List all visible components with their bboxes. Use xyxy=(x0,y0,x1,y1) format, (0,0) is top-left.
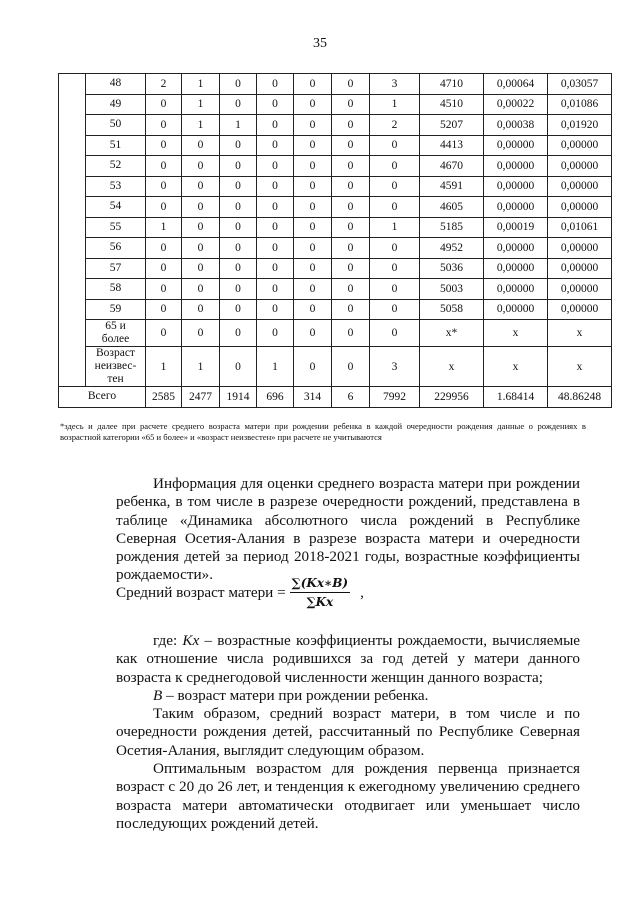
paragraph-summary: Таким образом, средний возраст матери, в том числе и по очередности рождения детей, рассчитанный по Республике Северная Осетия-Алания, выглядит следующим образом. xyxy=(116,705,580,759)
paragraph-info: Информация для оценки среднего возраста матери при рождении ребенка, в том числе в разрезе очередности рождений, представлена в таблице «Динамика абсолютного числа рождений в Республике Северная Осетия-Алания в разрезе возраста матери и очередности рождения детей за период 2018-2021 годы, возрастные коэффициенты рождаемости». xyxy=(116,475,580,584)
table-cell: 0,00000 xyxy=(484,135,548,156)
row-label-cell: Возраст неизвес- тен xyxy=(86,347,146,387)
table-cell: 0 xyxy=(257,238,294,259)
table-cell: 0 xyxy=(370,197,420,218)
table-cell: 0 xyxy=(332,135,370,156)
table-row xyxy=(59,258,612,279)
table-cell: 0 xyxy=(294,135,332,156)
table-cell: 0,00000 xyxy=(484,299,548,320)
table-cell: 1 xyxy=(146,347,182,387)
table-cell: 0 xyxy=(257,135,294,156)
table-cell: 0,00019 xyxy=(484,217,548,238)
table-row xyxy=(59,217,612,238)
table-cell: 1914 xyxy=(220,387,257,408)
table-cell: 0 xyxy=(370,238,420,259)
table-cell: 4413 xyxy=(420,135,484,156)
table-cell: 0 xyxy=(370,156,420,177)
table-cell: 0 xyxy=(332,217,370,238)
table-cell: 0 xyxy=(332,320,370,347)
row-label-cell: 52 xyxy=(86,156,146,177)
formula-fraction xyxy=(290,576,350,609)
footnote: *здесь и далее при расчете среднего возраста матери при рождении ребенка в каждой очередности рождения данные о рождениях в возрастной категории «65 и более» и «возраст неизвестен» при расчете не учитываются xyxy=(60,421,586,442)
table-cell: 0,01086 xyxy=(548,94,612,115)
row-label-cell: Всего xyxy=(59,387,146,408)
table-cell: 0 xyxy=(294,156,332,177)
definition-kx xyxy=(116,632,580,687)
table-cell: 0 xyxy=(182,217,220,238)
table-cell: 0 xyxy=(257,74,294,95)
table-row xyxy=(59,279,612,300)
formula-numerator: ∑(Kx∗B) xyxy=(290,576,350,593)
table-cell: 4591 xyxy=(420,176,484,197)
table-cell: х* xyxy=(420,320,484,347)
table-cell: 0 xyxy=(257,299,294,320)
table-cell: 0 xyxy=(220,74,257,95)
row-label-cell: 59 xyxy=(86,299,146,320)
table-cell: х xyxy=(484,347,548,387)
table-cell: 0 xyxy=(294,217,332,238)
table-cell: 0 xyxy=(332,156,370,177)
table-row xyxy=(59,115,612,136)
table-cell: 0 xyxy=(332,94,370,115)
row-label-cell: 65 и более xyxy=(86,320,146,347)
table-row xyxy=(59,347,612,387)
table-row xyxy=(59,176,612,197)
page-number: 35 xyxy=(313,36,327,51)
table-row xyxy=(59,74,612,95)
table-cell: 0 xyxy=(332,279,370,300)
table-cell: 0,00038 xyxy=(484,115,548,136)
table-cell: 0 xyxy=(220,238,257,259)
def-b-symbol: В xyxy=(153,687,163,704)
table-cell: 0,00022 xyxy=(484,94,548,115)
table-cell: 0 xyxy=(370,279,420,300)
table-cell: 0 xyxy=(257,176,294,197)
table-cell: 1 xyxy=(182,115,220,136)
table-cell: 0 xyxy=(146,299,182,320)
table-cell: 0 xyxy=(220,94,257,115)
table-cell: 1 xyxy=(370,217,420,238)
table-cell: 0 xyxy=(294,279,332,300)
table-cell: 0,00000 xyxy=(548,176,612,197)
def-kx-text: – возрастные коэффициенты рождаемости, вычисляемые как отношение числа родившихся за год детей у матери данного возраста к среднегодовой численности женщин данного возраста; xyxy=(116,632,581,686)
table-cell: 0,00000 xyxy=(548,279,612,300)
table-cell: 0 xyxy=(294,347,332,387)
table-cell: 696 xyxy=(257,387,294,408)
birth-data-table xyxy=(58,73,612,408)
table-cell: 48.86248 xyxy=(548,387,612,408)
table-cell: 0,00000 xyxy=(484,279,548,300)
table-cell: 3 xyxy=(370,74,420,95)
table-cell: х xyxy=(484,320,548,347)
table-cell: 0,00000 xyxy=(484,156,548,177)
table-cell: 0,00000 xyxy=(484,176,548,197)
row-label-cell: 50 xyxy=(86,115,146,136)
table-cell: 0 xyxy=(146,258,182,279)
table-cell: 0 xyxy=(257,197,294,218)
table-body xyxy=(59,74,612,408)
table-cell: 1 xyxy=(182,94,220,115)
def-kx-prefix: где: xyxy=(153,632,178,649)
table-cell: 0,03057 xyxy=(548,74,612,95)
definition-b xyxy=(116,687,580,705)
row-label-cell: 53 xyxy=(86,176,146,197)
table-cell: 0 xyxy=(332,299,370,320)
table-cell: 0 xyxy=(182,320,220,347)
table-cell: 3 xyxy=(370,347,420,387)
row-label-cell: 49 xyxy=(86,94,146,115)
table-cell: 0 xyxy=(294,176,332,197)
empty-group-cell xyxy=(59,74,86,387)
formula-denominator: ∑Kx xyxy=(306,595,334,609)
table-cell: 2477 xyxy=(182,387,220,408)
table-cell: 0,01920 xyxy=(548,115,612,136)
table-cell: 5058 xyxy=(420,299,484,320)
table-cell: 0 xyxy=(257,94,294,115)
formula-comma: , xyxy=(360,583,364,601)
row-label-cell: 54 xyxy=(86,197,146,218)
table-cell: 4510 xyxy=(420,94,484,115)
table-cell: 6 xyxy=(332,387,370,408)
table-cell: 0 xyxy=(332,238,370,259)
table-cell: 0 xyxy=(257,156,294,177)
table-cell: 5003 xyxy=(420,279,484,300)
table-cell: 1 xyxy=(370,94,420,115)
table-row xyxy=(59,238,612,259)
table-cell: 0 xyxy=(294,320,332,347)
table-cell: 0 xyxy=(182,299,220,320)
table-cell: 0 xyxy=(182,135,220,156)
table-cell: 0 xyxy=(146,279,182,300)
table-cell: 0 xyxy=(370,258,420,279)
table-cell: 0 xyxy=(370,299,420,320)
table-cell: 0 xyxy=(220,279,257,300)
table-cell: 0 xyxy=(294,197,332,218)
table-cell: 0 xyxy=(182,258,220,279)
row-label-cell: 56 xyxy=(86,238,146,259)
table-cell: 4670 xyxy=(420,156,484,177)
table-cell: 2 xyxy=(370,115,420,136)
table-cell: 0 xyxy=(257,115,294,136)
table-cell: 314 xyxy=(294,387,332,408)
table-cell: х xyxy=(548,347,612,387)
row-label-cell: 55 xyxy=(86,217,146,238)
mean-age-formula xyxy=(116,576,364,609)
table-cell: 0,00000 xyxy=(548,258,612,279)
table-cell: 0 xyxy=(257,320,294,347)
table-cell: 0 xyxy=(182,279,220,300)
table-cell: 0,00000 xyxy=(548,156,612,177)
table-cell: 0 xyxy=(332,74,370,95)
table-cell: 0,01061 xyxy=(548,217,612,238)
table-cell: 0 xyxy=(146,238,182,259)
table-cell: 0 xyxy=(294,94,332,115)
table-cell: 0 xyxy=(257,279,294,300)
table-cell: 0 xyxy=(220,156,257,177)
table-cell: 0 xyxy=(294,74,332,95)
table-cell: 0,00000 xyxy=(484,197,548,218)
table-cell: 229956 xyxy=(420,387,484,408)
table-cell: 0,00000 xyxy=(484,238,548,259)
table-cell: 5207 xyxy=(420,115,484,136)
table-cell: 0 xyxy=(332,258,370,279)
table-cell: 1.68414 xyxy=(484,387,548,408)
table-cell: 0 xyxy=(294,258,332,279)
table-cell: 0 xyxy=(146,115,182,136)
table-cell: 0,00064 xyxy=(484,74,548,95)
table-cell: 7992 xyxy=(370,387,420,408)
table-cell: 1 xyxy=(220,115,257,136)
table-row xyxy=(59,94,612,115)
table-cell: 0 xyxy=(370,176,420,197)
table-cell: 1 xyxy=(182,74,220,95)
table-cell: х xyxy=(548,320,612,347)
row-label-cell: 51 xyxy=(86,135,146,156)
table-cell: 0 xyxy=(332,197,370,218)
table-row xyxy=(59,197,612,218)
table-cell: 0 xyxy=(257,217,294,238)
table-cell: 0 xyxy=(294,299,332,320)
table-cell: 0 xyxy=(220,176,257,197)
table-row xyxy=(59,156,612,177)
table-cell: 0 xyxy=(182,238,220,259)
table-cell: 0 xyxy=(220,135,257,156)
table-cell: 0 xyxy=(294,238,332,259)
formula-label: Средний возраст матери = xyxy=(116,583,286,601)
row-label-cell: 57 xyxy=(86,258,146,279)
table-cell: 2585 xyxy=(146,387,182,408)
table-cell: 0,00000 xyxy=(548,135,612,156)
table-cell: 4710 xyxy=(420,74,484,95)
row-label-cell: 48 xyxy=(86,74,146,95)
table-cell: 0 xyxy=(332,115,370,136)
table-cell: 0 xyxy=(370,320,420,347)
table-cell: 0 xyxy=(182,156,220,177)
table-cell: 0 xyxy=(146,156,182,177)
table-cell: 0,00000 xyxy=(484,258,548,279)
table-cell: 0 xyxy=(220,258,257,279)
table-cell: 0 xyxy=(146,320,182,347)
table-cell: 0 xyxy=(146,94,182,115)
table-cell: х xyxy=(420,347,484,387)
row-label-cell: 58 xyxy=(86,279,146,300)
table-cell: 0 xyxy=(294,115,332,136)
table-row xyxy=(59,387,612,408)
def-b-text: – возраст матери при рождении ребенка. xyxy=(166,687,429,704)
table-cell: 1 xyxy=(257,347,294,387)
paragraph-optimal-age: Оптимальным возрастом для рождения первенца признается возраст с 20 до 26 лет, и тенденция к ежегодному увеличению среднего возраста матери автоматически отодвигает или уменьшает число последующих рождений детей. xyxy=(116,760,580,832)
table-cell: 0 xyxy=(146,135,182,156)
table-cell: 0 xyxy=(220,347,257,387)
table-cell: 5036 xyxy=(420,258,484,279)
table-cell: 0 xyxy=(257,258,294,279)
table-cell: 0 xyxy=(370,135,420,156)
table-cell: 2 xyxy=(146,74,182,95)
table-cell: 0 xyxy=(182,197,220,218)
table-row xyxy=(59,320,612,347)
table-row xyxy=(59,299,612,320)
table-cell: 1 xyxy=(146,217,182,238)
table-cell: 0 xyxy=(182,176,220,197)
table-cell: 0 xyxy=(146,176,182,197)
table-cell: 0 xyxy=(220,299,257,320)
table-row xyxy=(59,135,612,156)
table-cell: 5185 xyxy=(420,217,484,238)
table-cell: 4952 xyxy=(420,238,484,259)
table-cell: 0 xyxy=(146,197,182,218)
table-cell: 0,00000 xyxy=(548,238,612,259)
table-cell: 0 xyxy=(220,320,257,347)
table-cell: 0 xyxy=(332,176,370,197)
table-cell: 0 xyxy=(332,347,370,387)
table-cell: 0,00000 xyxy=(548,197,612,218)
table-cell: 1 xyxy=(182,347,220,387)
table-cell: 0 xyxy=(220,217,257,238)
table-cell: 4605 xyxy=(420,197,484,218)
def-kx-symbol: Kx xyxy=(182,632,200,649)
table-cell: 0 xyxy=(220,197,257,218)
table-cell: 0,00000 xyxy=(548,299,612,320)
